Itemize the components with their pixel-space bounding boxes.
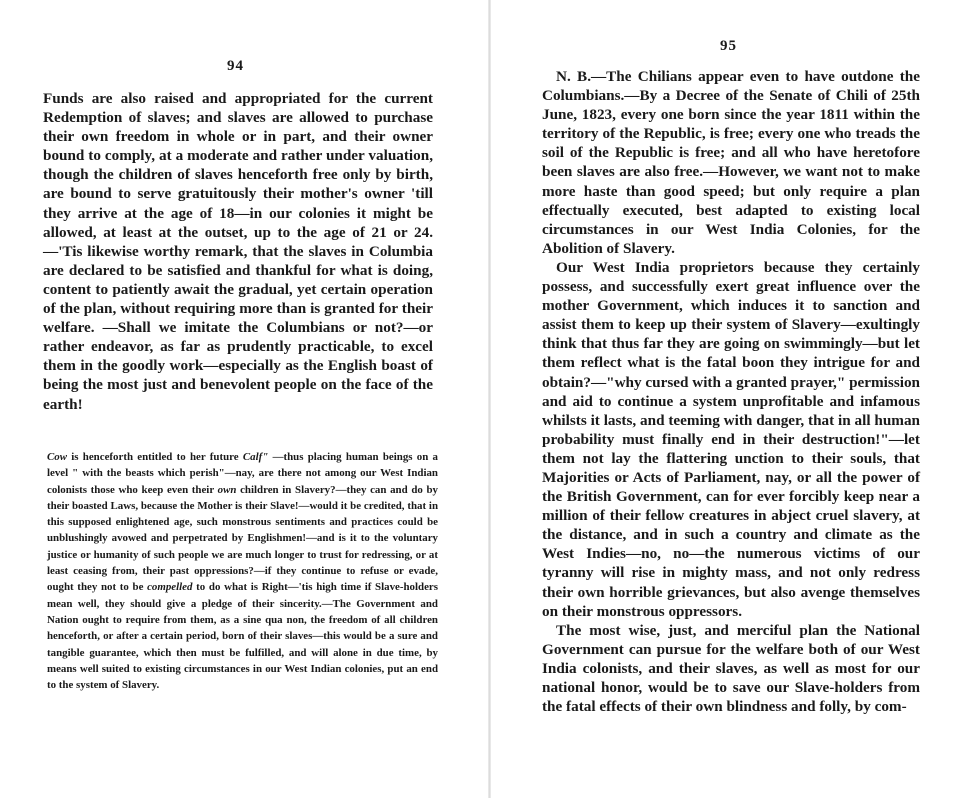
footnote-cow: Cow xyxy=(47,451,67,463)
footnote-calf: Calf" xyxy=(242,451,269,463)
right-body-text xyxy=(542,67,920,716)
left-page-number: 94 xyxy=(227,58,244,74)
footnote-part-1: is henceforth entitled to her future xyxy=(66,451,243,463)
right-paragraph-1: N. B.—The Chilians appear even to have outdone the Columbians.—By a Decree of the Senate of Chili of 25th June, 1823, every one born since the year 1811 within the territory of the Republic, is free; every one who treads the soil of the Republic is free; and all who have heretofore been slaves are also free.—However, we want not to make more haste than good speed; but only require a plan effectually executed, best adapted to existing local circumstances in our West India Colonies, for the Abolition of Slavery. xyxy=(542,68,920,257)
footnote-part-4: to do what is Right—'tis high time if Slave-holders mean well, they should give a pledge of their sincerity.—The Government and Nation ought to require from them, as a sine qua non, the freedom of all children henceforth, or after a certain period, born of their slaves—this would be a sure and tangible guarantee, which then must be fulfilled, and will alone in due time, by means well suited to existing circumstances in our West Indian colonies, put an end to the system of Slavery. xyxy=(47,581,438,692)
right-paragraph-3: The most wise, just, and merciful plan the National Government can pursue for the welfare both of our West India colonists, and their slaves, as well as most for our national honor, would be to save our Slave-holders from the fatal effects of their own blindness and folly, by com- xyxy=(542,621,920,716)
right-paragraph-2: Our West India proprietors because they certainly possess, and successfully exert great influence over the mother Government, which induces it to sanction and assist them to keep up their system of Slavery—exultingly think that thus far they are going on swimmingly—but let them reflect what is the fatal boon they intrigue for and obtain?—"why cursed with a granted prayer," permission and aid to continue a system unprofitable and infamous whilsts it lasts, and teeming with danger, that in all human probability must finally end in their destruction!"—let them not lay the flattering unction to their souls, that Majorities or Acts of Parliament, nay, or all the power of the British Government, can for ever forcibly keep near a million of their fellow creatures in abject cruel slavery, at the distance, and in such a country and climate as the West Indies—no, no—the numerous victims of our tyranny will rise in mighty mass, and not only redress their own horrible grievances, but also avenge themselves on their monstrous oppressors. xyxy=(542,258,920,620)
footnote-part-2: —thus placing human beings on a level " with the beasts which perish"—nay, are there not among our West Indian colonists those who keep even their xyxy=(47,451,438,496)
footnote-own: own xyxy=(217,483,237,496)
footnote-part-3: children in Slavery?—they can and do by their boasted Laws, because the Mother is their Slave!—would it be credited, that in this supposed enlightened age, such monstrous sentiments and practices could be unblushingly avowed and perpetrated by Englishmen!—and is it to the voluntary justice or humanity of such people we are much longer to trust for redressing, or at least ceasing from, their past oppressions?—if they continue to refuse or evade, ought they not to be xyxy=(47,483,438,594)
left-footnote xyxy=(47,449,438,693)
right-page-number: 95 xyxy=(720,38,737,54)
footnote-compelled: compelled xyxy=(147,581,193,594)
left-main-text: Funds are also raised and appropriated for the current Redemption of slaves; and slaves are allowed to purchase their own freedom in whole or in part, and their owner bound to comply, at a moderate and rather under valuation, though the children of slaves henceforth free only by birth, are bound to serve gratuitously their mother's owner 'till they arrive at the age of 18—in our colonies it might be allowed, at least at the outset, up to the age of 21 or 24.—'Tis likewise worthy remark, that the slaves in Columbia are declared to be satisfied and thankful for what is doing, content to patiently await the gradual, yet certain operation of the plan, without requiring more than is granted for their welfare. —Shall we imitate the Columbians or not?—or rather endeavor, as far as prudently practicable, to excel them in the goodly work—especially as the English boast of being the most just and benevolent people on the face of the earth! xyxy=(43,90,433,413)
right-page xyxy=(490,0,980,798)
